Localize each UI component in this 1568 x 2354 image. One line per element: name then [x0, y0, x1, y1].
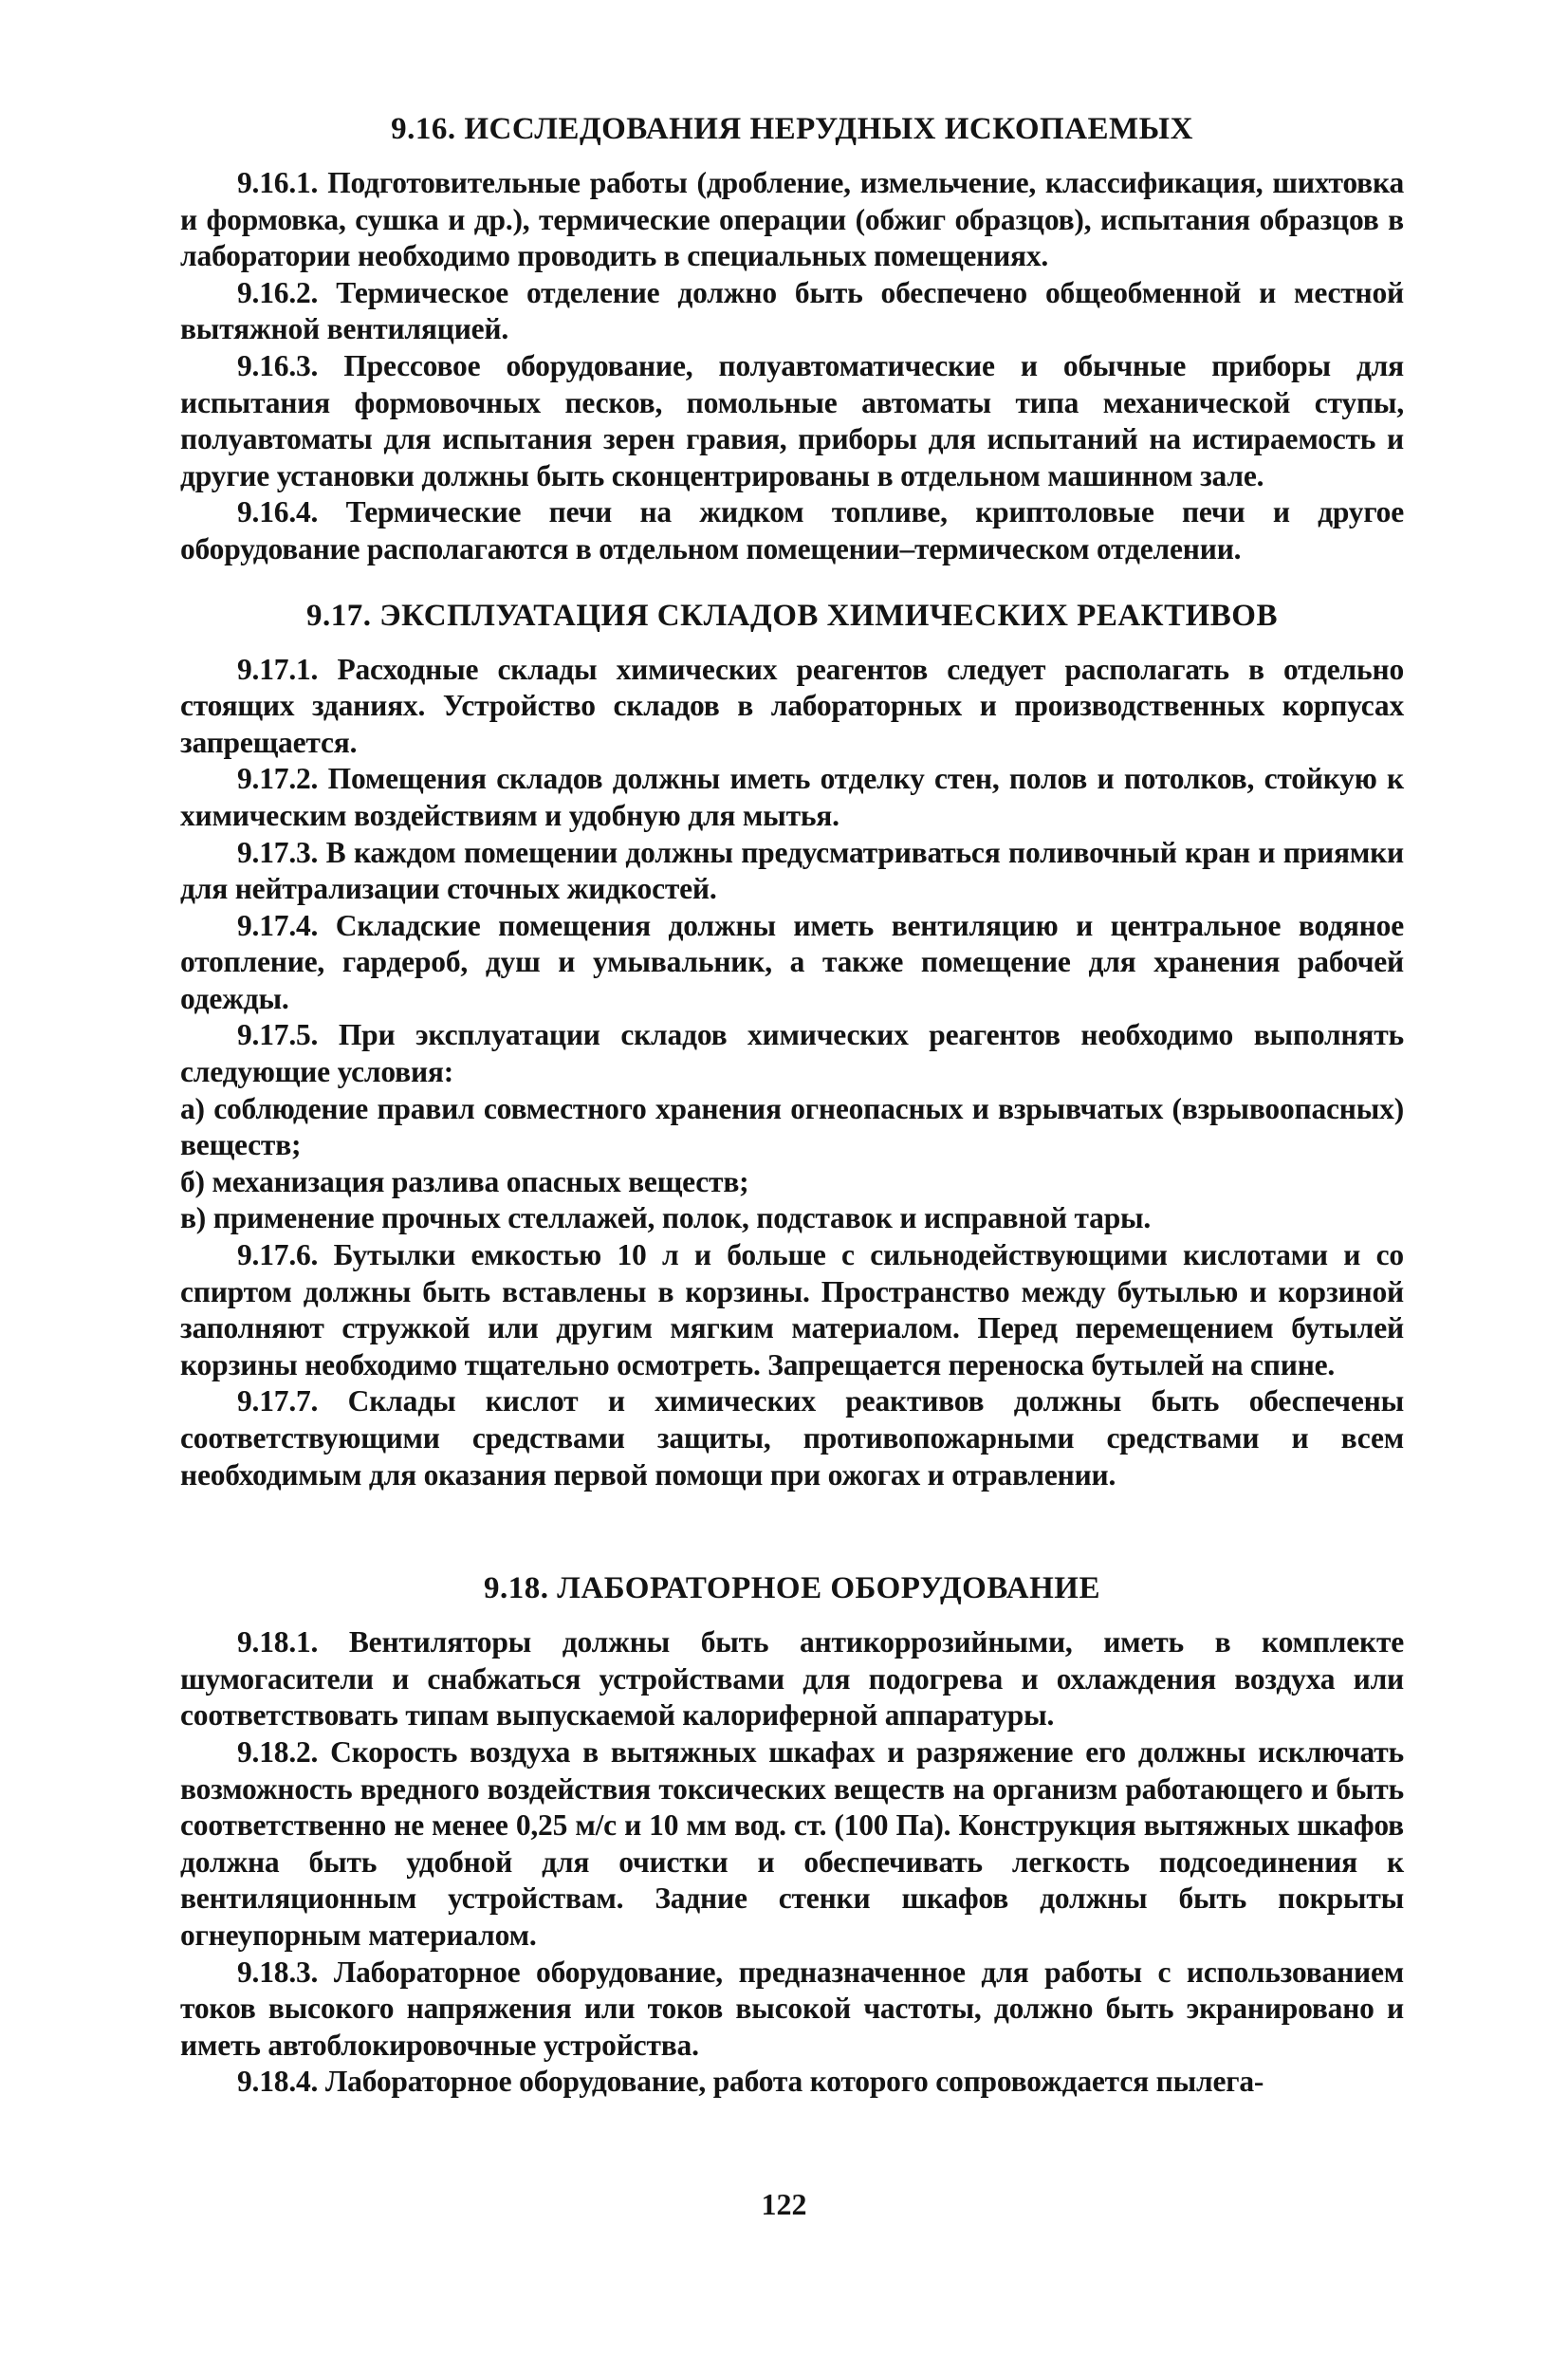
paragraph-9-16-3: 9.16.3. Прессовое оборудование, полуавтоматические и обычные приборы для испытания формовочных песков, помольные автоматы типа механической ступы, полуавтоматы для испытания зерен гравия, приборы для испытаний на истираемость и другие установки должны быть сконцентрированы в отдельном машинном зале. [180, 348, 1404, 492]
page-number: 122 [761, 2187, 807, 2221]
paragraph-9-18-4: 9.18.4. Лабораторное оборудование, работа которого сопровождается пылега- [237, 2065, 1264, 2099]
list-item-b: б) механизация разлива опасных веществ; [180, 1164, 749, 1198]
paragraph-9-17-1: 9.17.1. Расходные склады химических реагентов следует располагать в отдельно стоящих зданиях. Устройство складов в лабораторных и производственных корпусах запрещается. [180, 652, 1404, 759]
section-title: 9.18. ЛАБОРАТОРНОЕ ОБОРУДОВАНИЕ [484, 1571, 1100, 1606]
paragraph-9-16-4: 9.16.4. Термические печи на жидком топливе, криптоловые печи и другое оборудование располагаются в отдельном помещении–термическом отделении. [180, 495, 1404, 565]
paragraph-9-17-5: 9.17.5. При эксплуатации складов химических реагентов необходимо выполнять следующие условия: [180, 1018, 1404, 1089]
paragraph-9-18-2: 9.18.2. Скорость воздуха в вытяжных шкафах и разряжение его должны исключать возможность вредного воздействия токсических веществ на организм работающего и быть соответственно не менее 0,25 м/с и 10 мм вод. ст. (100 Па). Конструкция вытяжных шкафов должна быть удобной для очистки и обеспечивать легкость подсоединения к вентиляционным устройствам. Задние стенки шкафов должны быть покрыты огнеупорным материалом. [180, 1734, 1404, 1952]
section-title: 9.17. ЭКСПЛУАТАЦИЯ СКЛАДОВ ХИМИЧЕСКИХ РЕАКТИВОВ [306, 598, 1278, 633]
section-title: 9.16. ИССЛЕДОВАНИЯ НЕРУДНЫХ ИСКОПАЕМЫХ [391, 112, 1193, 146]
document-page [180, 106, 1404, 2101]
paragraph-9-18-1: 9.18.1. Вентиляторы должны быть антикоррозийными, иметь в комплекте шумогасители и снабжаться устройствами для подогрева и охлаждения воздуха или соответствовать типам выпускаемой калориферной аппаратуры. [180, 1625, 1404, 1733]
section-9-17 [180, 593, 1404, 1494]
list-item-v: в) применение прочных стеллажей, полок, подставок и исправной тары. [180, 1201, 1152, 1235]
section-9-16 [180, 106, 1404, 568]
paragraph-9-17-3: 9.17.3. В каждом помещении должны предусматриваться поливочный кран и приямки для нейтрализации сточных жидкостей. [180, 835, 1404, 906]
section-9-18 [180, 1566, 1404, 2101]
paragraph-9-18-3: 9.18.3. Лабораторное оборудование, предназначенное для работы с использованием токов высокого напряжения или токов высокой частоты, должно быть экранировано и иметь автоблокировочные устройства. [180, 1955, 1404, 2062]
list-item-a: а) соблюдение правил совместного хранения огнеопасных и взрывчатых (взрывоопасных) веществ; [180, 1091, 1404, 1162]
paragraph-9-17-7: 9.17.7. Склады кислот и химических реактивов должны быть обеспечены соответствующими средствами защиты, противопожарными средствами и всем необходимым для оказания первой помощи при ожогах и отравлении. [180, 1384, 1404, 1492]
paragraph-9-16-1: 9.16.1. Подготовительные работы (дробление, измельчение, классификация, шихтовка и формовка, сушка и др.), термические операции (обжиг образцов), испытания образцов в лаборатории необходимо проводить в специальных помещениях. [180, 166, 1404, 273]
paragraph-9-17-4: 9.17.4. Складские помещения должны иметь вентиляцию и центральное водяное отопление, гардероб, душ и умывальник, а также помещение для хранения рабочей одежды. [180, 908, 1404, 1015]
paragraph-9-17-2: 9.17.2. Помещения складов должны иметь отделку стен, полов и потолков, стойкую к химическим воздействиям и удобную для мытья. [180, 762, 1404, 832]
paragraph-9-16-2: 9.16.2. Термическое отделение должно быть обеспечено общеобменной и местной вытяжной вентиляцией. [180, 275, 1404, 346]
paragraph-9-17-6: 9.17.6. Бутылки емкостью 10 л и больше с сильнодействующими кислотами и со спиртом должны быть вставлены в корзины. Пространство между бутылью и корзиной заполняют стружкой или другим мягким материалом. Перед перемещением бутылей корзины необходимо тщательно осмотреть. Запрещается переноска бутылей на спине. [180, 1238, 1404, 1381]
